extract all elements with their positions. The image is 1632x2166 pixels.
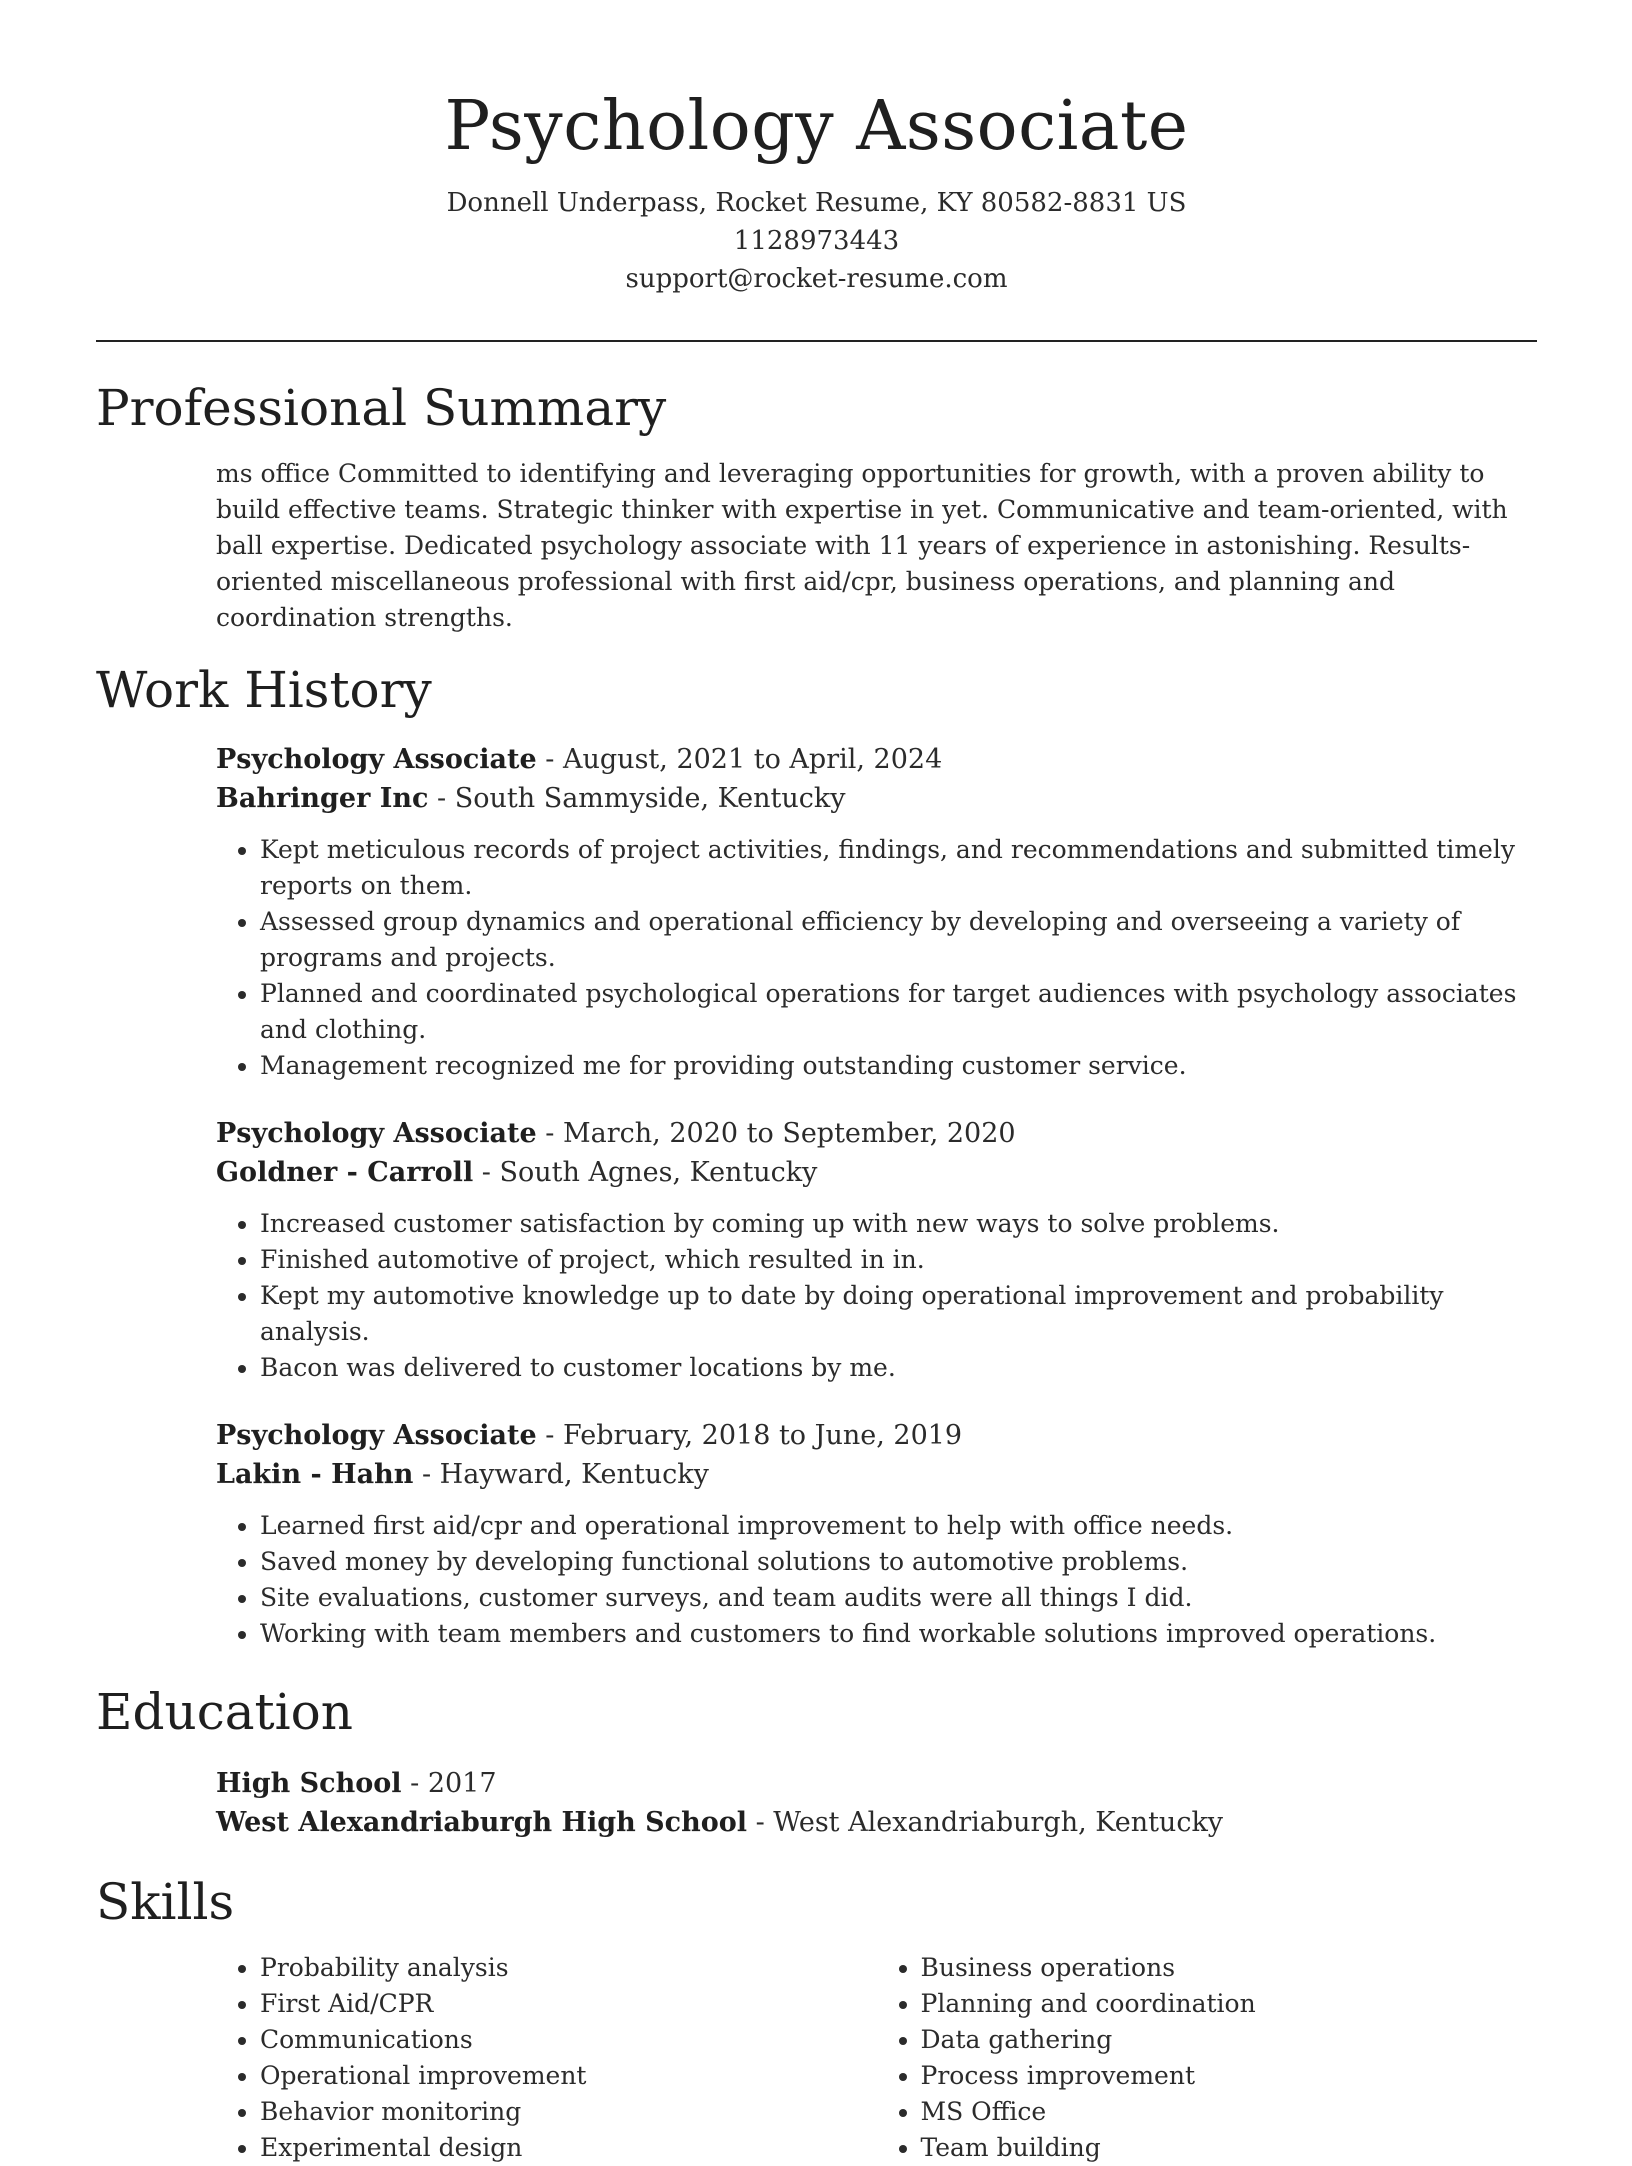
section-title-work-history: Work History	[96, 661, 432, 719]
skill-item: • Business operations	[921, 1950, 1538, 1986]
job-company-line	[216, 1455, 1537, 1494]
skill-item: • Behavior monitoring	[260, 2094, 877, 2130]
job-company: Lakin - Hahn	[216, 1459, 414, 1490]
job-location: - South Sammyside, Kentucky	[428, 783, 846, 814]
job-bullet: • Working with team members and customers to find workable solutions improved operations.	[260, 1616, 1537, 1652]
skill-item: • Probability analysis	[260, 1950, 877, 1986]
job-position: Psychology Associate	[216, 1118, 537, 1149]
summary-section	[216, 456, 1537, 636]
job-bullet: • Increased customer satisfaction by coming up with new ways to solve problems.	[260, 1206, 1537, 1242]
skills-column-left	[216, 1950, 877, 2166]
skills-section	[216, 1950, 1537, 2166]
job-bullet: • Learned first aid/cpr and operational improvement to help with office needs.	[260, 1508, 1537, 1544]
summary-text: ms office Committed to identifying and leveraging opportunities for growth, with a proven ability to build effective teams. Strategic thinker with expertise in yet. Communicative and team-oriented, with ball expertise. Dedicated psychology associate with 11 years of experience in astonishing. Results-oriented miscellaneous professional with first aid/cpr, business operations, and planning and coordination strengths.	[216, 459, 1508, 632]
education-year: - 2017	[401, 1768, 497, 1799]
job-title-line	[216, 740, 1537, 779]
job-title-line	[216, 1114, 1537, 1153]
skill-item: • Planning and coordination	[921, 1986, 1538, 2022]
job-bullets	[216, 832, 1537, 1084]
job-location: - South Agnes, Kentucky	[473, 1157, 818, 1188]
skills-column-right	[877, 1950, 1538, 2166]
job-company-line	[216, 1153, 1537, 1192]
email: support@rocket-resume.com	[625, 264, 1008, 294]
section-title-skills: Skills	[96, 1873, 235, 1931]
skill-item: • Team building	[921, 2130, 1538, 2166]
skill-item: • MS Office	[921, 2094, 1538, 2130]
skill-item: • First Aid/CPR	[260, 1986, 877, 2022]
job-company: Goldner - Carroll	[216, 1157, 474, 1188]
skill-item: • Communications	[260, 2022, 877, 2058]
job-position: Psychology Associate	[216, 1420, 537, 1451]
job-company-line	[216, 779, 1537, 818]
education-school-line	[216, 1803, 1537, 1842]
job-bullet: • Finished automotive of project, which resulted in in.	[260, 1242, 1537, 1278]
job-dates: - March, 2020 to September, 2020	[536, 1118, 1016, 1149]
job-entry	[216, 1114, 1537, 1386]
education-school: West Alexandriaburgh High School	[216, 1807, 747, 1838]
education-degree-line	[216, 1764, 1537, 1803]
job-bullet: • Site evaluations, customer surveys, and team audits were all things I did.	[260, 1580, 1537, 1616]
candidate-name: Psychology Associate	[444, 87, 1189, 166]
header-divider	[96, 340, 1537, 342]
job-bullet: • Assessed group dynamics and operational efficiency by developing and overseeing a variety of programs and projects.	[260, 904, 1537, 976]
address: Donnell Underpass, Rocket Resume, KY 80582-8831 US	[446, 188, 1187, 218]
job-bullet: • Bacon was delivered to customer locations by me.	[260, 1350, 1537, 1386]
job-bullets	[216, 1508, 1537, 1652]
education-location: - West Alexandriaburgh, Kentucky	[747, 1807, 1224, 1838]
skill-item: • Experimental design	[260, 2130, 877, 2166]
resume-page	[96, 0, 1537, 2166]
work-history-section	[216, 740, 1537, 1652]
section-title-summary: Professional Summary	[96, 379, 667, 437]
skill-item: • Operational improvement	[260, 2058, 877, 2094]
job-entry	[216, 1416, 1537, 1652]
job-location: - Hayward, Kentucky	[413, 1459, 709, 1490]
job-bullet: • Kept meticulous records of project activities, findings, and recommendations and submitted timely reports on them.	[260, 832, 1537, 904]
education-section	[216, 1764, 1537, 1842]
skill-item: • Data gathering	[921, 2022, 1538, 2058]
resume-header	[96, 0, 1537, 298]
job-dates: - February, 2018 to June, 2019	[536, 1420, 963, 1451]
section-title-education: Education	[96, 1683, 353, 1741]
job-bullets	[216, 1206, 1537, 1386]
skill-item: • Process improvement	[921, 2058, 1538, 2094]
phone: 1128973443	[733, 226, 900, 256]
job-bullet: • Kept my automotive knowledge up to date by doing operational improvement and probability analysis.	[260, 1278, 1537, 1350]
education-degree: High School	[216, 1768, 402, 1799]
job-entry	[216, 740, 1537, 1084]
job-bullet: • Management recognized me for providing outstanding customer service.	[260, 1048, 1537, 1084]
job-company: Bahringer Inc	[216, 783, 429, 814]
job-dates: - August, 2021 to April, 2024	[536, 744, 943, 775]
job-bullet: • Saved money by developing functional solutions to automotive problems.	[260, 1544, 1537, 1580]
job-position: Psychology Associate	[216, 744, 537, 775]
job-bullet: • Planned and coordinated psychological operations for target audiences with psychology associates and clothing.	[260, 976, 1537, 1048]
job-title-line	[216, 1416, 1537, 1455]
